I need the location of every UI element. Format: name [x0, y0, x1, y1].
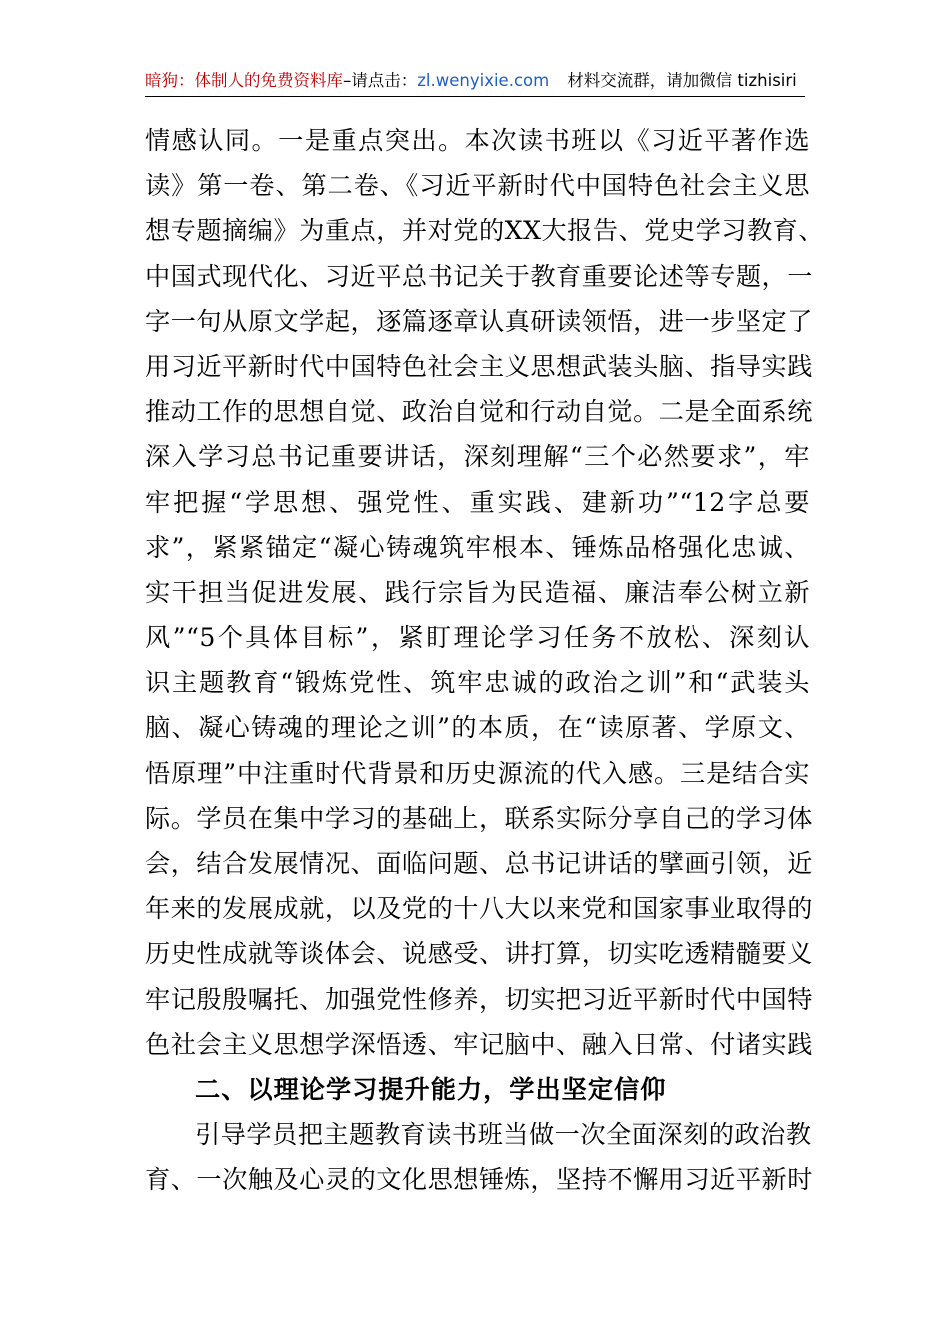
body-line: 风”“5个具体目标”，紧盯理论学习任务不放松、深刻认 [145, 623, 810, 653]
body-line: 悟原理”中注重时代背景和历史源流的代入感。三是结合实 [145, 758, 810, 788]
page-header [145, 66, 805, 97]
body-line: 牢把握“学思想、强党性、重实践、建新功”“12字总要 [145, 487, 810, 517]
body-line: 历史性成就等谈体会、说感受、讲打算，切实吃透精髓要义 [145, 939, 813, 969]
body-line: 求”，紧紧锚定“凝心铸魂筑牢根本、锤炼品格强化忠诚、 [145, 532, 810, 562]
body-line: 读》第一卷、第二卷、《习近平新时代中国特色社会主义思 [145, 171, 810, 201]
document-body [145, 118, 825, 1203]
body-line: 牢记殷殷嘱托、加强党性修养，切实把习近平新时代中国特 [145, 984, 813, 1014]
body-line: 年来的发展成就，以及党的十八大以来党和国家事业取得的 [145, 894, 813, 924]
body-line: 实干担当促进发展、践行宗旨为民造福、廉洁奉公树立新 [145, 577, 810, 607]
body-line: 字一句从原文学起，逐篇逐章认真研读领悟，进一步坚定了 [145, 306, 813, 336]
body-line: 情感认同。一是重点突出。本次读书班以《习近平著作选 [145, 126, 810, 155]
body-line: 色社会主义思想学深悟透、牢记脑中、融入日常、付诸实践 [145, 1029, 813, 1059]
body-line: 际。学员在集中学习的基础上，联系实际分享自己的学习体 [145, 803, 813, 833]
section-heading: 二、以理论学习提升能力，学出坚定信仰 [195, 1074, 667, 1104]
body-line: 识主题教育“锻炼党性、筑牢忠诚的政治之训”和“武装头 [145, 668, 810, 698]
body-line: 会，结合发展情况、面临问题、总书记讲话的擘画引领，近 [145, 849, 813, 878]
body-line: 想专题摘编》为重点，并对党的XX大报告、党史学习教育、 [145, 216, 825, 246]
body-line: 脑、凝心铸魂的理论之训”的本质，在“读原著、学原文、 [145, 713, 810, 743]
body-line: 中国式现代化、习近平总书记关于教育重要论述等专题，一 [145, 261, 813, 291]
body-line: 深入学习总书记重要讲话，深刻理解“三个必然要求”，牢 [145, 442, 810, 472]
body-line: 引导学员把主题教育读书班当做一次全面深刻的政治教 [195, 1120, 812, 1150]
body-line: 推动工作的思想自觉、政治自觉和行动自觉。二是全面系统 [145, 397, 813, 427]
header-brand: 暗狗：体制人的免费资料库 [145, 71, 343, 90]
header-link[interactable]: zl.wenyixie.com [417, 71, 550, 90]
header-contact: 材料交流群，请加微信 tizhisiri [567, 71, 797, 90]
header-prompt: –请点击： [343, 71, 418, 90]
body-line: 育、一次触及心灵的文化思想锤炼，坚持不懈用习近平新时 [145, 1165, 813, 1195]
body-line: 用习近平新时代中国特色社会主义思想武装头脑、指导实践 [145, 351, 813, 381]
